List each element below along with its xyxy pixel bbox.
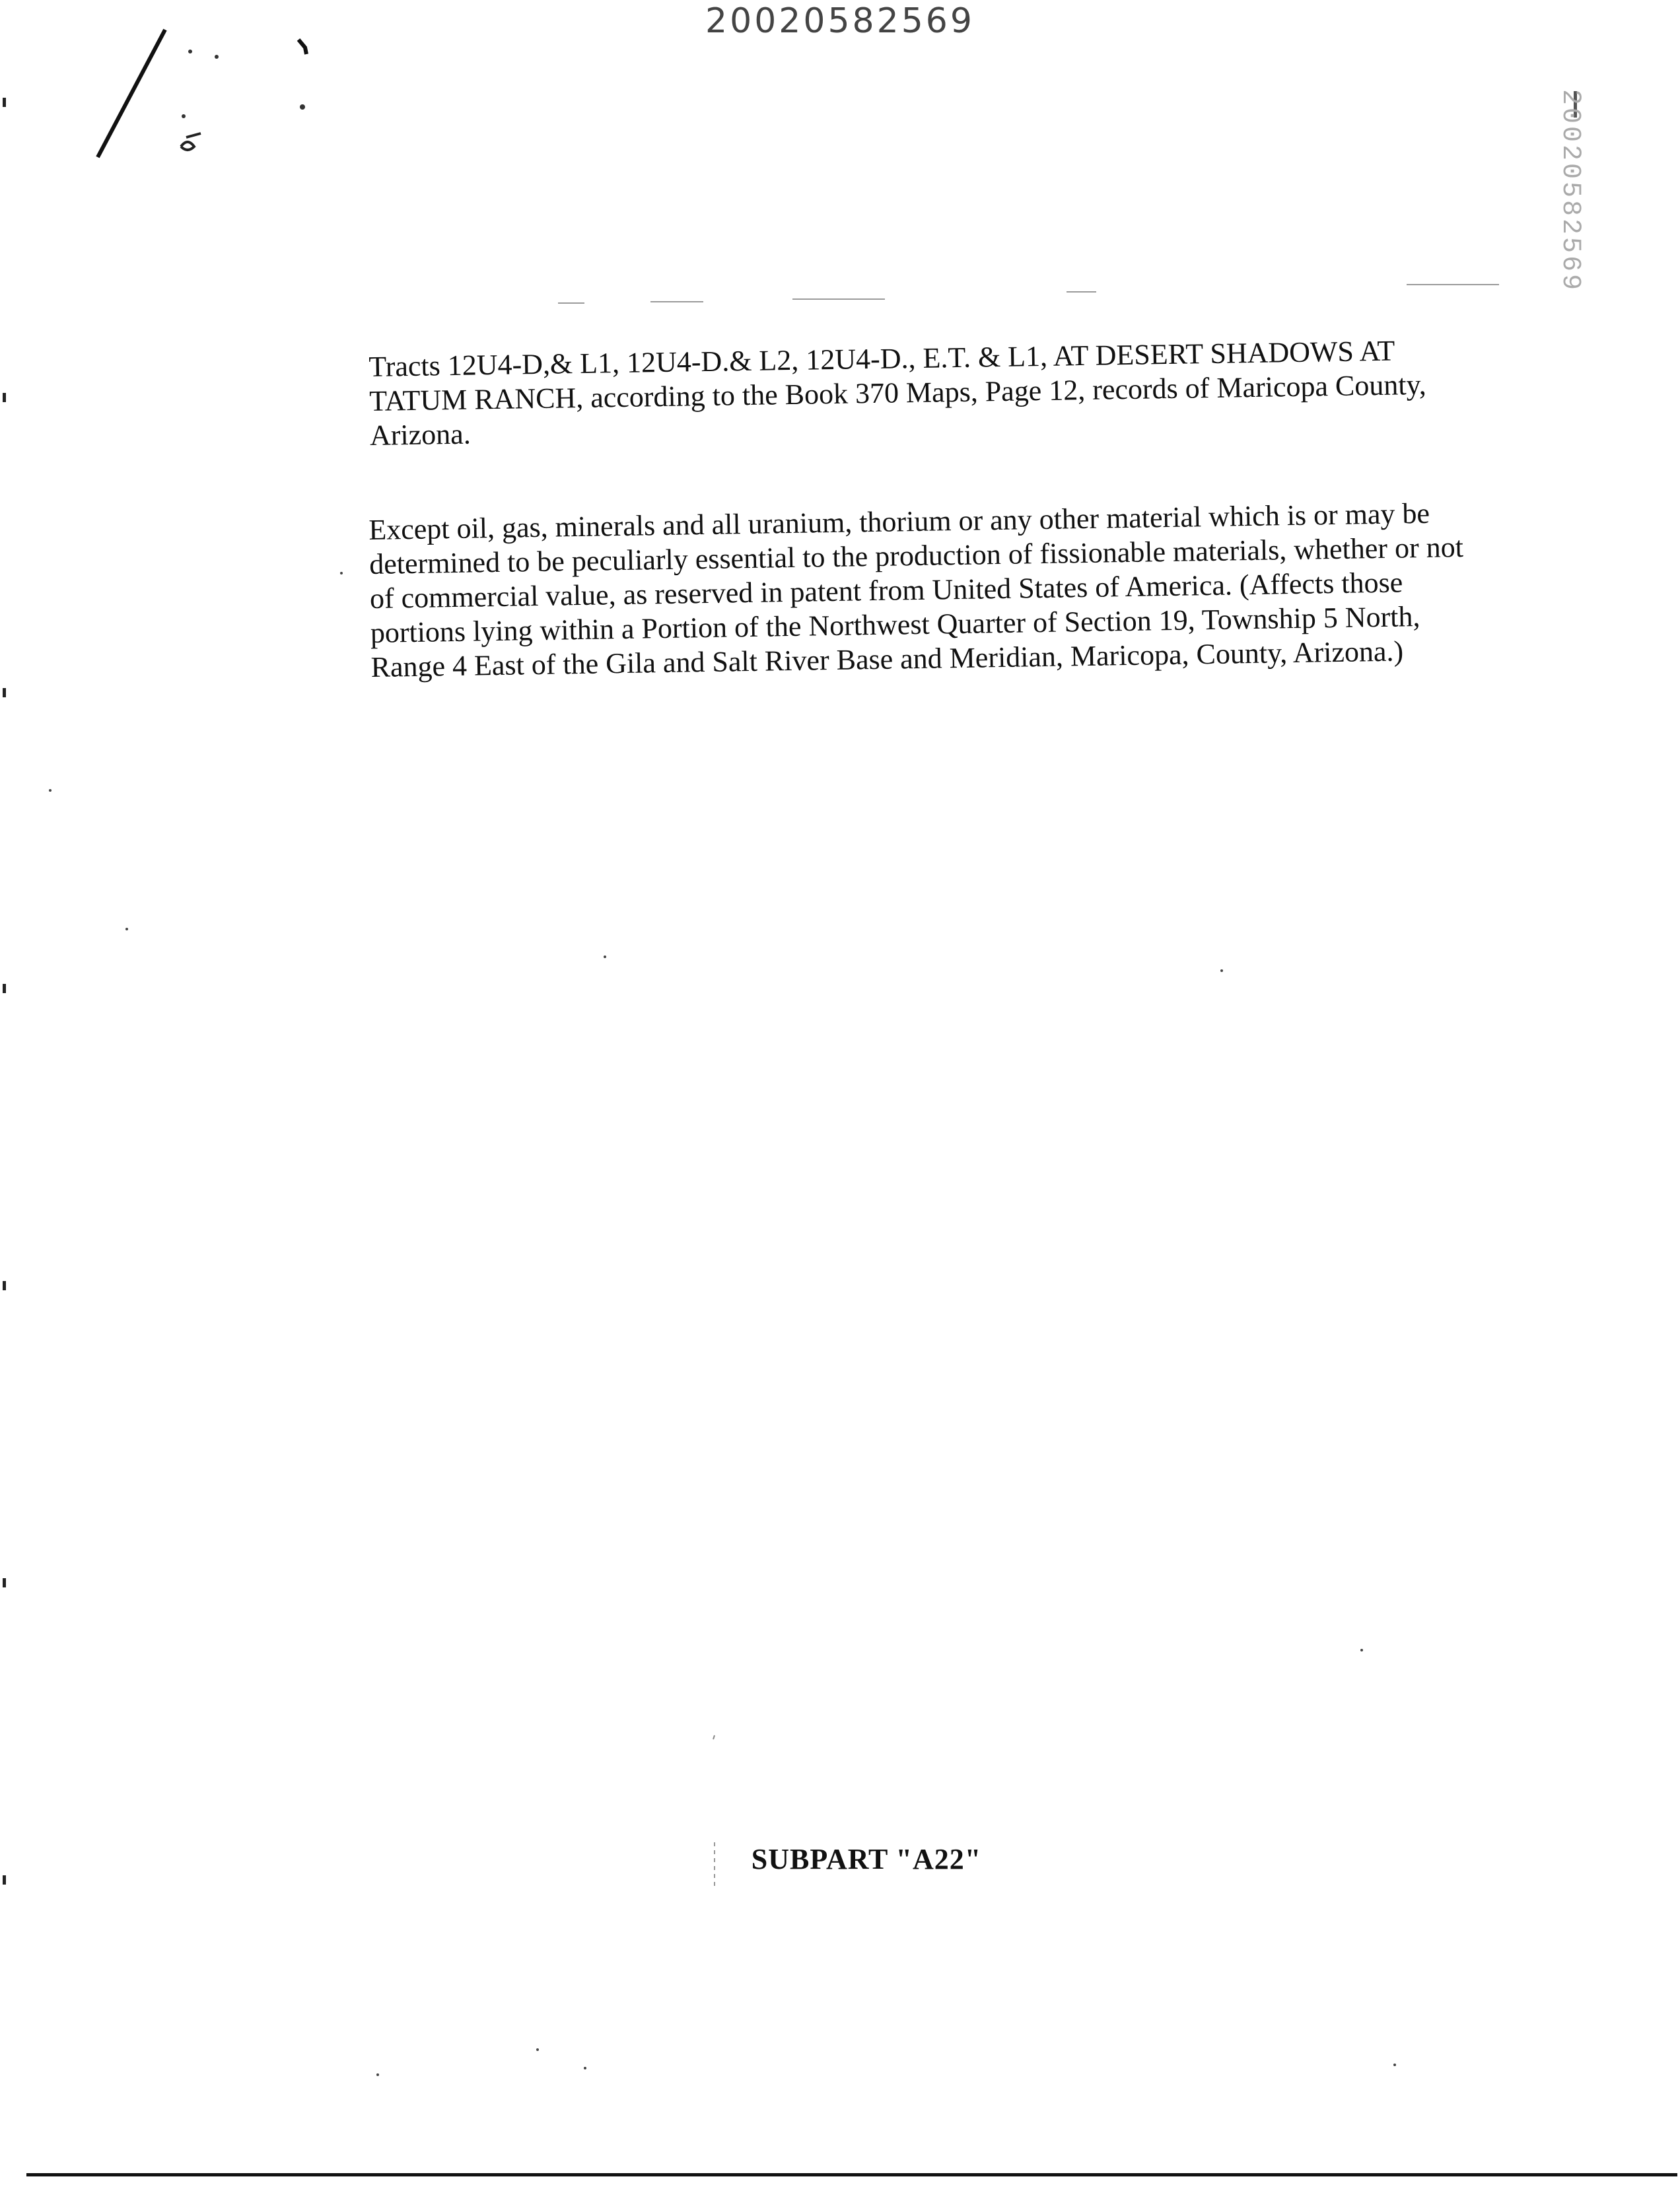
handwritten-initial [181, 133, 201, 150]
scan-speck [536, 2048, 539, 2051]
scan-speck [1393, 2064, 1396, 2066]
margin-mark [3, 1578, 6, 1587]
handwritten-tick [298, 40, 306, 54]
scan-streak [1407, 284, 1499, 285]
scan-speck [604, 955, 606, 958]
document-number: 20020582569 [705, 1, 975, 41]
scan-streak [1067, 291, 1096, 293]
scan-speck [125, 928, 128, 930]
margin-mark [3, 1281, 6, 1290]
margin-mark [3, 984, 6, 993]
scan-speck [1360, 1649, 1363, 1651]
scan-dot [182, 114, 186, 118]
scan-dot [713, 1735, 715, 1739]
mineral-reservation-paragraph: Except oil, gas, minerals and all uranium, thorium or any other material which is or may be determined to be peculiarly essential to the production of fissionable materials, whether or not of commercial value, as reserved in patent from United States of America. (Affects those portions lying within a Portion of the Northwest Quarter of Section 19, Township 5 North, Range 4 East of the Gila and Salt River Base and Meridian, Maricopa, County, Arizona.) [368, 497, 1464, 683]
handwritten-slash [98, 30, 165, 157]
scan-dot [215, 55, 219, 59]
scan-speck [1220, 969, 1223, 972]
bottom-rule [26, 2173, 1677, 2176]
scan-dot [188, 50, 192, 53]
scan-speck [340, 572, 343, 574]
subpart-heading [0, 1842, 1680, 1876]
scan-speck [584, 2067, 586, 2069]
margin-mark [3, 688, 6, 697]
scan-streak [650, 301, 703, 302]
margin-mark [3, 393, 6, 402]
legal-description-paragraph: Tracts 12U4-D,& L1, 12U4-D.& L2, 12U4-D., E.T. & L1, AT DESERT SHADOWS AT TATUM RANCH, according to the Book 370 Maps, Page 12, records of Maricopa County, Arizona. [368, 334, 1426, 452]
side-stamp: 20020582569 [1555, 89, 1585, 293]
scan-streak [792, 298, 885, 300]
margin-mark [3, 1875, 6, 1885]
margin-mark [3, 98, 6, 107]
scan-speck [49, 789, 52, 792]
scan-streak [558, 302, 584, 304]
scan-speck [376, 2073, 379, 2076]
scan-dot [300, 104, 305, 110]
subpart-label: SUBPART "A22" [751, 1843, 982, 1875]
